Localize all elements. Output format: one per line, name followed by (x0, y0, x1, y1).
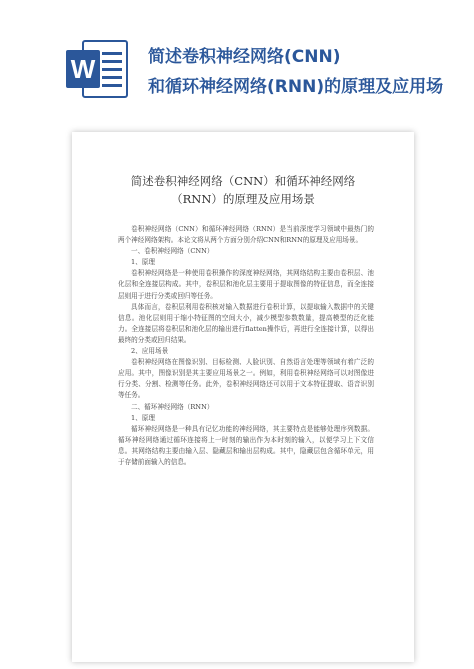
word-document-icon (66, 40, 128, 98)
document-body (118, 224, 374, 468)
page-header (0, 0, 474, 118)
subheading-cnn-principle: 1、原理 (131, 258, 155, 267)
document-lines-icon (102, 52, 122, 92)
rnn-principle-paragraph: 循环神经网络是一种具有记忆功能的神经网络，其主要特点是能够处理序列数据。循环神经网络通过循环连接将上一时刻的输出作为本时刻的输入，以便学习上下文信息。其网络结构主要由输入层、隐藏层和输出层构成。其中，隐藏层包含循环单元，用于存储前面输入的信息。 (118, 424, 374, 466)
document-page (72, 132, 414, 662)
cnn-applications-paragraph: 卷积神经网络在图像识别、目标检测、人脸识别、自然语言处理等领域有着广泛的应用。其中，图像识别是其主要应用场景之一。例如，利用卷积神经网络可以对图像进行分类、分割、检测等任务。此外，卷积神经网络还可以用于文本特征提取、语音识别等任务。 (118, 358, 374, 400)
document-title-line-2: （RNN）的原理及应用场景 (171, 192, 315, 206)
subheading-rnn-principle: 1、原理 (131, 413, 155, 422)
header-title-line-2: 和循环神经网络(RNN)的原理及应用场 (148, 77, 444, 97)
word-badge-icon: W (66, 50, 100, 88)
section-heading-rnn: 二、循环神经网络（RNN） (131, 402, 214, 411)
document-title (72, 172, 414, 208)
section-heading-cnn: 一、卷积神经网络（CNN） (131, 247, 214, 256)
intro-paragraph: 卷积神经网络（CNN）和循环神经网络（RNN）是当前深度学习领域中最热门的两个神经网络架构。本论文将从两个方面分别介绍CNN和RNN的原理及应用场景。 (118, 225, 374, 245)
document-title-line-1: 简述卷积神经网络（CNN）和循环神经网络 (130, 174, 356, 188)
subheading-cnn-applications: 2、应用场景 (131, 347, 169, 356)
header-title-line-1: 简述卷积神经网络(CNN) (148, 47, 341, 67)
cnn-principle-paragraph: 卷积神经网络是一种使用卷积操作的深度神经网络，其网络结构主要由卷积层、池化层和全连接层构成。其中，卷积层和池化层主要用于提取图像的特征信息，而全连接层则用于进行分类或回归等任务。 (118, 269, 374, 300)
header-title (148, 42, 472, 102)
cnn-detail-paragraph: 具体而言，卷积层利用卷积核对输入数据进行卷积计算，以提取输入数据中的关键信息。池化层则用于缩小特征图的空间大小，减少模型参数数量，提高模型的泛化能力。全连接层将卷积层和池化层的输出进行flatten操作后，再进行全连接计算，以得出最终的分类或回归结果。 (118, 302, 374, 344)
